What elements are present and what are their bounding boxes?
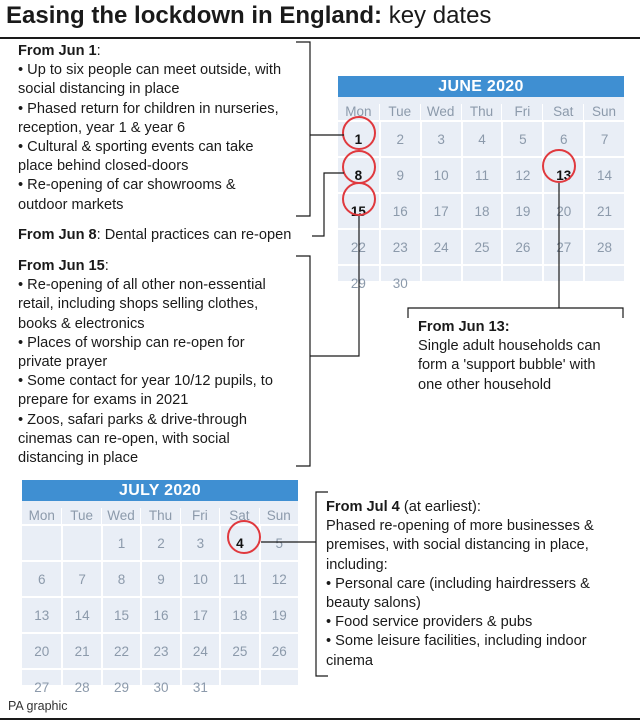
day-cell: 1 <box>338 120 379 156</box>
day-cell: 18 <box>219 596 258 632</box>
jul4-heading: From Jul 4 <box>326 499 400 515</box>
day-cell: 17 <box>420 192 461 228</box>
day-cell: 12 <box>501 156 542 192</box>
credit: PA graphic <box>8 699 68 713</box>
day-cell: 16 <box>379 192 420 228</box>
day-cell: 26 <box>259 632 298 668</box>
jun8-heading: From Jun 8 <box>18 227 97 243</box>
weekday-header: Mon <box>345 104 372 119</box>
jul4-line: • Some leisure facilities, including indoor <box>326 633 587 650</box>
jun8-text: : Dental practices can re-open <box>96 227 292 243</box>
jun1-line: • Re-opening of car showrooms & <box>18 177 236 194</box>
day-cell: 10 <box>420 156 461 192</box>
jun1-line: place behind closed-doors <box>18 158 189 175</box>
jun15-line: • Zoos, safari parks & drive-through <box>18 411 247 428</box>
day-cell: 30 <box>379 264 420 300</box>
day-cell: 5 <box>501 120 542 156</box>
day-cell: 28 <box>61 668 100 704</box>
jun13-bracket <box>408 308 623 318</box>
day-cell: 24 <box>180 632 219 668</box>
day-cell: 29 <box>101 668 140 704</box>
june-calendar-title: JUNE 2020 <box>338 76 624 97</box>
weekday-header: Sat <box>542 104 583 120</box>
jun1-line: outdoor markets <box>18 196 124 213</box>
day-cell: 28 <box>583 228 624 264</box>
day-cell: 22 <box>101 632 140 668</box>
jun15-bracket <box>296 256 310 466</box>
weekday-header: Sun <box>583 104 624 120</box>
day-cell: 9 <box>379 156 420 192</box>
day-cell: 24 <box>420 228 461 264</box>
jun13-line: one other household <box>418 376 552 393</box>
day-cell: 15 <box>338 192 379 228</box>
day-cell: 7 <box>583 120 624 156</box>
weekday-header: Mon <box>28 508 55 523</box>
weekday-header: Thu <box>140 508 179 524</box>
jun13-line: Single adult households can <box>418 338 601 355</box>
jun13-heading: From Jun 13: <box>418 319 510 335</box>
jun1-heading: From Jun 1 <box>18 43 97 59</box>
weekday-header: Sun <box>259 508 298 524</box>
day-cell: 19 <box>259 596 298 632</box>
day-cell: 20 <box>22 632 61 668</box>
jun15-heading: From Jun 15 <box>18 258 105 274</box>
day-cell: 13 <box>22 596 61 632</box>
day-cell: 4 <box>219 524 258 560</box>
weekday-header: Fri <box>180 508 219 524</box>
day-cell: 5 <box>259 524 298 560</box>
day-cell: 21 <box>583 192 624 228</box>
weekday-header: Tue <box>379 104 420 120</box>
day-cell: 2 <box>379 120 420 156</box>
weekday-header: Wed <box>101 508 140 524</box>
title-light: key dates <box>382 2 492 29</box>
weekday-header: Wed <box>420 104 461 120</box>
day-cell: 25 <box>461 228 502 264</box>
jul4-line: Phased re-opening of more businesses & <box>326 518 594 535</box>
day-cell: 8 <box>338 156 379 192</box>
day-cell: 12 <box>259 560 298 596</box>
jun15-line: retail, including shops selling clothes, <box>18 296 259 313</box>
day-cell: 14 <box>61 596 100 632</box>
jun1-line: • Cultural & sporting events can take <box>18 139 254 156</box>
jun15-line: books & electronics <box>18 315 145 332</box>
footer-divider <box>0 718 640 720</box>
day-cell: 6 <box>542 120 583 156</box>
jun15-line: prepare for exams in 2021 <box>18 392 189 409</box>
jul4-bracket <box>316 492 328 676</box>
day-cell: 22 <box>338 228 379 264</box>
day-cell: 25 <box>219 632 258 668</box>
day-cell: 21 <box>61 632 100 668</box>
day-cell: 10 <box>180 560 219 596</box>
title-bold: Easing the lockdown in England: <box>6 2 383 29</box>
day-cell: 11 <box>219 560 258 596</box>
day-cell: 23 <box>140 632 179 668</box>
jun15-line: private prayer <box>18 354 108 371</box>
jun13-line: form a 'support bubble' with <box>418 357 596 374</box>
jun15-line: • Places of worship can re-open for <box>18 334 245 351</box>
day-cell: 20 <box>542 192 583 228</box>
day-cell: 27 <box>22 668 61 704</box>
jun15-line: distancing in place <box>18 450 139 467</box>
day-cell: 30 <box>140 668 179 704</box>
jul4-line: • Personal care (including hairdressers & <box>326 575 590 592</box>
day-cell: 29 <box>338 264 379 300</box>
jun1-line: • Up to six people can meet outside, with <box>18 62 282 79</box>
day-cell: 31 <box>180 668 219 704</box>
day-cell: 15 <box>101 596 140 632</box>
jun8-leader <box>312 173 344 236</box>
jun15-line: cinemas can re-open, with social <box>18 430 230 447</box>
day-cell: 3 <box>180 524 219 560</box>
day-cell: 9 <box>140 560 179 596</box>
jul4-line: cinema <box>326 652 374 669</box>
day-cell: 23 <box>379 228 420 264</box>
day-cell: 27 <box>542 228 583 264</box>
jun1-line: social distancing in place <box>18 81 180 98</box>
jul4-line: including: <box>326 556 388 573</box>
day-cell: 17 <box>180 596 219 632</box>
day-cell: 18 <box>461 192 502 228</box>
weekday-header: Sat <box>219 508 258 524</box>
july-calendar-title: JULY 2020 <box>22 480 298 501</box>
weekday-header: Tue <box>61 508 100 524</box>
day-cell: 1 <box>101 524 140 560</box>
day-cell: 14 <box>583 156 624 192</box>
day-cell: 13 <box>542 156 583 192</box>
jun15-line: • Some contact for year 10/12 pupils, to <box>18 373 273 390</box>
day-cell: 3 <box>420 120 461 156</box>
jul4-line: premises, with social distancing in place, <box>326 537 589 554</box>
jun15-leader <box>310 216 359 356</box>
day-cell: 16 <box>140 596 179 632</box>
jul4-line: • Food service providers & pubs <box>326 614 533 631</box>
jun1-line: reception, year 1 & year 6 <box>18 119 186 136</box>
day-cell: 6 <box>22 560 61 596</box>
jun1-heading-suffix: : <box>96 43 101 59</box>
jun15-heading-suffix: : <box>104 258 109 274</box>
weekday-header: Fri <box>501 104 542 120</box>
day-cell: 2 <box>140 524 179 560</box>
jun1-bracket <box>296 42 310 216</box>
day-cell: 4 <box>461 120 502 156</box>
jul4-line: beauty salons) <box>326 595 421 612</box>
jun1-line: • Phased return for children in nurseries, <box>18 100 279 117</box>
jun15-line: • Re-opening of all other non-essential <box>18 277 266 294</box>
jul4-heading-suffix: (at earliest): <box>399 499 481 515</box>
day-cell: 8 <box>101 560 140 596</box>
weekday-header: Thu <box>461 104 502 120</box>
day-cell: 26 <box>501 228 542 264</box>
day-cell: 7 <box>61 560 100 596</box>
day-cell: 11 <box>461 156 502 192</box>
day-cell: 19 <box>501 192 542 228</box>
